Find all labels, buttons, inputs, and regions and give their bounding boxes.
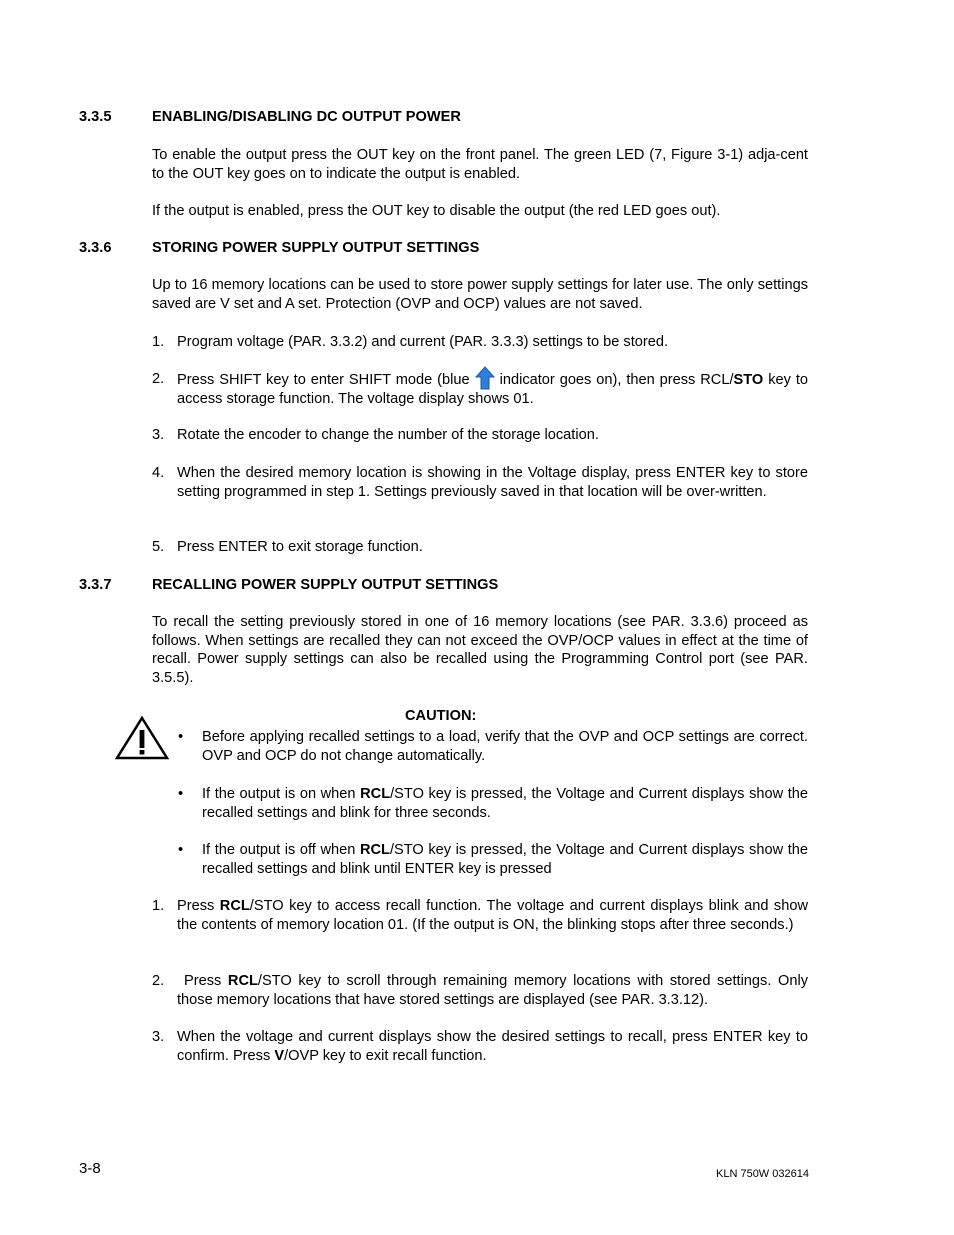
list-item — [152, 1028, 808, 1065]
list-text — [177, 972, 808, 1009]
text-run: indicator goes on), then press RCL/ — [499, 371, 734, 388]
list-item — [152, 538, 808, 557]
list-item — [152, 972, 808, 1009]
bullet-mark: • — [178, 729, 184, 745]
section-number: 3.3.7 — [79, 577, 112, 593]
list-item — [152, 426, 808, 445]
caution-bullet — [178, 728, 808, 765]
text-run: /STO key to access recall function. The voltage and current displays blink and show the contents of memory location 01. (If the output is ON, the blinking stops after three seconds.) — [177, 898, 808, 933]
text-run: key to access storage function. The voltage display shows 01. — [177, 371, 808, 407]
text-run: If the output is off when — [202, 842, 356, 858]
list-item — [152, 897, 808, 934]
caution-bullet — [178, 841, 808, 878]
page-number: 3-8 — [79, 1160, 101, 1177]
warning-icon — [114, 715, 170, 761]
list-number: 2. — [152, 371, 165, 387]
text-run: /STO key is pressed, the Voltage and Current displays show the recalled settings and blink for three seconds. — [202, 786, 808, 821]
list-text: Press ENTER to exit storage function. — [177, 539, 423, 555]
list-item — [152, 464, 808, 501]
list-text: When the desired memory location is showing in the Voltage display, press ENTER key to store setting programmed in step 1. Settings previously saved in that location will be over-written. — [177, 465, 808, 500]
section-title: ENABLING/DISABLING DC OUTPUT POWER — [152, 109, 461, 125]
list-number: 1. — [152, 898, 165, 914]
list-text — [177, 1028, 808, 1065]
paragraph: If the output is enabled, press the OUT key to disable the output (the red LED goes out). — [152, 203, 721, 219]
paragraph: Up to 16 memory locations can be used to store power supply settings for later use. The only settings saved are V set and A set. Protection (OVP and OCP) values are not saved. — [152, 277, 808, 312]
list-item — [152, 333, 808, 352]
list-text: Program voltage (PAR. 3.3.2) and current (PAR. 3.3.3) settings to be stored. — [177, 334, 669, 350]
key-name: V — [274, 1047, 285, 1064]
section-number: 3.3.6 — [79, 240, 112, 256]
text-run: If the output is on when — [202, 786, 356, 802]
text-run: Press SHIFT key to enter SHIFT mode (blue — [177, 371, 470, 388]
text-run: Press — [177, 898, 215, 914]
paragraph: To recall the setting previously stored in one of 16 memory locations (see PAR. 3.3.6) proceed as follows. When settings are recalled they can not exceed the OVP/OCP values in effect at the time of recall. Power supply settings can also be recalled using the Programming Control port (see PAR. 3.5.5). — [152, 614, 808, 686]
list-number: 2. — [152, 973, 165, 989]
bullet-text — [202, 841, 808, 878]
key-name: RCL — [359, 842, 390, 858]
text-run: /OVP key to exit recall function. — [284, 1047, 487, 1064]
list-number: 4. — [152, 465, 165, 481]
paragraph: To enable the output press the OUT key on the front panel. The green LED (7, Figure 3-1) adja-cent to the OUT key goes on to indicate the output is enabled. — [152, 147, 808, 182]
bullet-text: Before applying recalled settings to a load, verify that the OVP and OCP settings are correct. OVP and OCP do not change automatically. — [202, 729, 808, 764]
bullet-text — [202, 785, 808, 822]
text-run: /STO key is pressed, the Voltage and Current displays show the recalled settings and blink until ENTER key is pressed — [202, 842, 808, 877]
list-number: 5. — [152, 539, 165, 555]
text-run: When the voltage and current displays show the desired settings to recall, press ENTER key to confirm. Press — [177, 1029, 808, 1064]
list-number: 3. — [152, 427, 165, 443]
list-number: 3. — [152, 1029, 165, 1045]
text-run: /STO key to scroll through remaining memory locations with stored settings. Only those memory locations that have stored settings are displayed (see PAR. 3.3.12). — [177, 973, 808, 1008]
document-id: KLN 750W 032614 — [716, 1168, 809, 1180]
list-number: 1. — [152, 334, 165, 350]
list-item — [152, 370, 808, 409]
key-name: RCL — [227, 973, 258, 989]
key-name: RCL — [219, 898, 250, 914]
caution-title: CAUTION: — [405, 708, 477, 724]
list-text: Rotate the encoder to change the number of the storage location. — [177, 427, 599, 443]
key-name: STO — [733, 371, 764, 388]
bullet-mark: • — [178, 842, 184, 858]
section-title: STORING POWER SUPPLY OUTPUT SETTINGS — [152, 240, 480, 256]
list-text — [177, 897, 808, 934]
section-title: RECALLING POWER SUPPLY OUTPUT SETTINGS — [152, 577, 499, 593]
section-number: 3.3.5 — [79, 109, 112, 125]
shift-arrow-icon — [474, 366, 496, 390]
list-text — [177, 370, 808, 409]
text-run: Press — [184, 973, 222, 989]
caution-bullet — [178, 785, 808, 822]
bullet-mark: • — [178, 786, 184, 802]
key-name: RCL — [360, 786, 391, 802]
